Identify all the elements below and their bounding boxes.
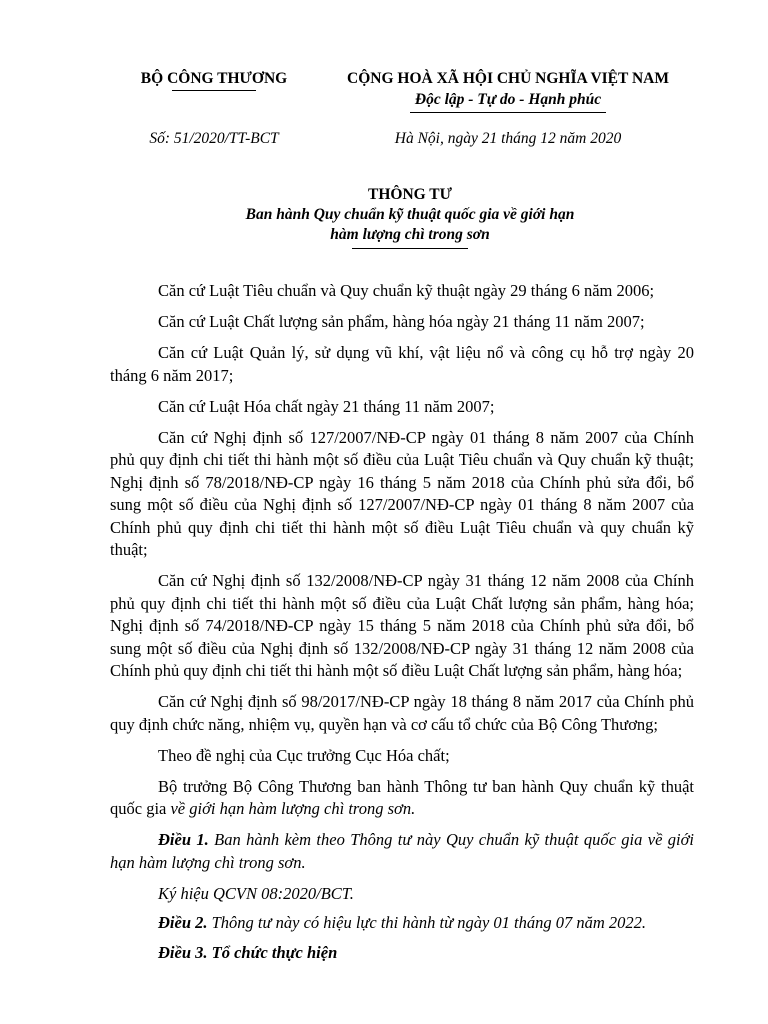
enactment-paragraph bbox=[110, 776, 694, 821]
preamble-paragraph: Căn cứ Luật Tiêu chuẩn và Quy chuẩn kỹ thuật ngày 29 tháng 6 năm 2006; bbox=[158, 281, 655, 300]
preamble-paragraph: Theo đề nghị của Cục trưởng Cục Hóa chất; bbox=[158, 745, 450, 765]
article-2 bbox=[110, 912, 694, 935]
article-3-heading: Điều 3. Tổ chức thực hiện bbox=[158, 942, 338, 962]
national-motto: Độc lập - Tự do - Hạnh phúc bbox=[414, 91, 602, 108]
title-line-1: Ban hành Quy chuẩn kỹ thuật quốc gia về giới hạn bbox=[245, 206, 575, 223]
preamble-paragraph: Căn cứ Nghị định số 127/2007/NĐ-CP ngày 01 tháng 8 năm 2007 của Chính phủ quy định chi tiết thi hành một số điều của Luật Tiêu chuẩn và Quy chuẩn kỹ thuật; Nghị định số 78/2018/NĐ-CP ngày 16 tháng 5 năm 2018 của Chính phủ sửa đổi, bổ sung một số điều của Nghị định số 127/2007/NĐ-CP ngày 01 tháng 8 năm 2007 của Chính phủ quy định chi tiết thi hành một số điều Luật Tiêu chuẩn và quy chuẩn kỹ thuật; bbox=[110, 427, 694, 559]
motto-rule bbox=[410, 112, 606, 113]
preamble-paragraph: Căn cứ Nghị định số 98/2017/NĐ-CP ngày 18 tháng 8 năm 2017 của Chính phủ quy định chức năng, nhiệm vụ, quyền hạn và cơ cấu tổ chức của Bộ Công Thương; bbox=[110, 692, 694, 734]
article-1 bbox=[110, 829, 694, 874]
document-number: Số: 51/2020/TT-BCT bbox=[149, 130, 279, 147]
regulation-symbol: Ký hiệu QCVN 08:2020/BCT. bbox=[158, 883, 354, 903]
document-title bbox=[110, 185, 710, 249]
enactment-text: Bộ trưởng Bộ Công Thương ban hành Thông tư ban hành Quy chuẩn kỹ thuật quốc gia bbox=[110, 776, 694, 818]
preamble-paragraph: Căn cứ Luật Chất lượng sản phẩm, hàng hóa ngày 21 tháng 11 năm 2007; bbox=[158, 312, 645, 331]
article-2-text: Thông tư này có hiệu lực thi hành từ ngày 01 tháng 07 năm 2022. bbox=[207, 913, 647, 932]
article-2-label: Điều 2. bbox=[158, 913, 208, 932]
preamble-paragraph: Căn cứ Luật Quản lý, sử dụng vũ khí, vật liệu nổ và công cụ hỗ trợ ngày 20 tháng 6 năm 2017; bbox=[110, 343, 694, 385]
ministry-rule bbox=[172, 90, 256, 91]
title-rule bbox=[352, 248, 468, 249]
place-date: Hà Nội, ngày 21 tháng 12 năm 2020 bbox=[394, 130, 622, 147]
ministry-name: BỘ CÔNG THƯƠNG bbox=[140, 70, 288, 87]
title-line-2: hàm lượng chì trong sơn bbox=[330, 226, 490, 243]
document-kind: THÔNG TƯ bbox=[368, 186, 452, 203]
header-left bbox=[128, 68, 300, 91]
article-1-label: Điều 1. bbox=[158, 830, 209, 849]
enactment-subject: về giới hạn hàm lượng chì trong sơn. bbox=[170, 799, 416, 818]
document-body bbox=[110, 280, 694, 973]
header-right bbox=[318, 68, 698, 113]
republic-name: CỘNG HOÀ XÃ HỘI CHỦ NGHĨA VIỆT NAM bbox=[347, 70, 669, 87]
preamble-paragraph: Căn cứ Nghị định số 132/2008/NĐ-CP ngày 31 tháng 12 năm 2008 của Chính phủ quy định chi tiết thi hành một số điều của Luật Chất lượng sản phẩm, hàng hóa; Nghị định số 74/2018/NĐ-CP ngày 15 tháng 5 năm 2018 của Chính phủ sửa đổi, bổ sung một số điều của Nghị định số 132/2008/NĐ-CP ngày 31 tháng 12 năm 2008 của Chính phủ quy định chi tiết thi hành một số điều Luật Chất lượng sản phẩm, hàng hóa; bbox=[110, 571, 694, 680]
preamble-paragraph: Căn cứ Luật Hóa chất ngày 21 tháng 11 năm 2007; bbox=[158, 396, 495, 416]
article-1-text: Ban hành kèm theo Thông tư này Quy chuẩn kỹ thuật quốc gia về giới hạn hàm lượng chì trong sơn. bbox=[110, 830, 695, 872]
